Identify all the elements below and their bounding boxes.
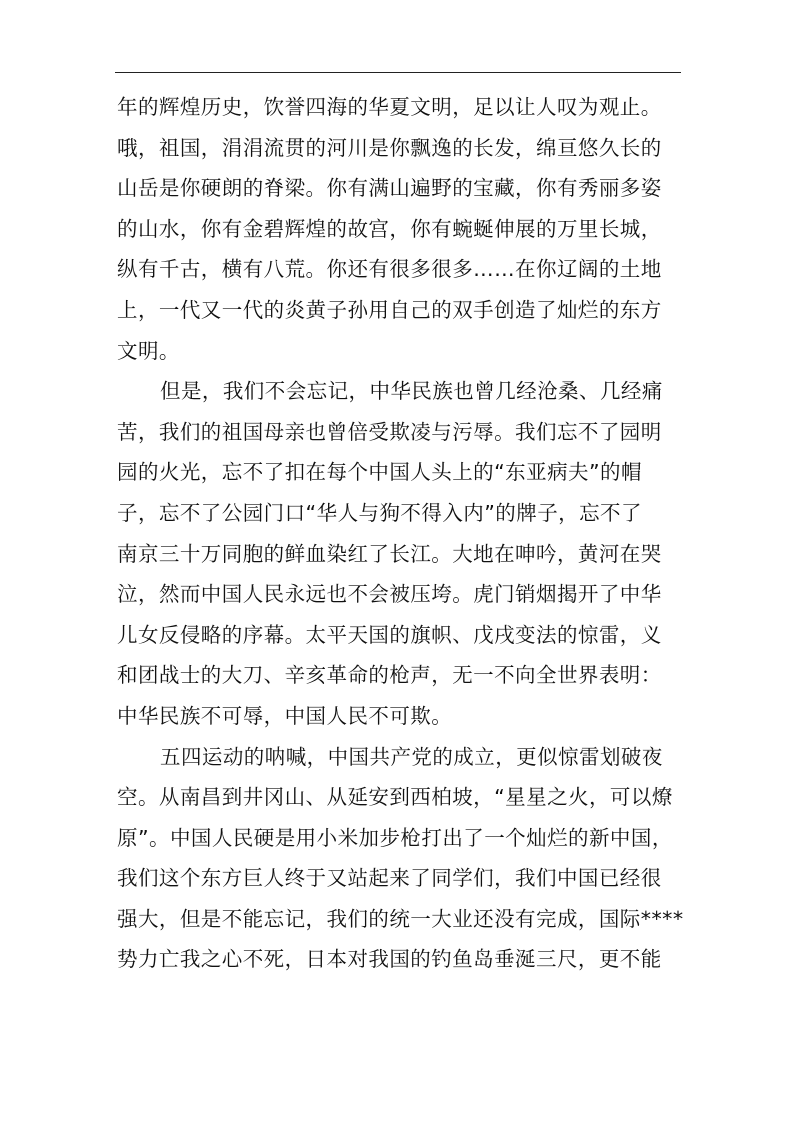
text-line: 苦，我们的祖国母亲也曾倍受欺凌与污辱。我们忘不了园明 [117, 419, 662, 444]
text-line: 上，一代又一代的炎黄子孙用自己的双手创造了灿烂的东方 [117, 297, 662, 322]
paragraph-start-line: 五四运动的呐喊，中国共产党的成立，更似惊雷划破夜 [160, 744, 663, 769]
text-line: 和团战士的大刀、辛亥革命的枪声，无一不向全世界表明： [117, 663, 662, 688]
text-line: 文明。 [117, 338, 180, 363]
text-line: 中华民族不可辱，中国人民不可欺。 [117, 703, 453, 728]
text-line: 南京三十万同胞的鲜血染红了长江。大地在呻吟，黄河在哭 [117, 541, 662, 566]
text-line: 的山水，你有金碧辉煌的故宫，你有蜿蜒伸展的万里长城， [117, 216, 662, 241]
text-line: 势力亡我之心不死，日本对我国的钓鱼岛垂涎三尺，更不能 [117, 947, 662, 972]
text-line: 园的火光，忘不了扣在每个中国人头上的“东亚病夫”的帽 [117, 460, 642, 485]
text-line: 子，忘不了公园门口“华人与狗不得入内”的牌子，忘不了 [117, 500, 642, 525]
text-line: 哦，祖国，涓涓流贯的河川是你飘逸的长发，绵亘悠久长的 [117, 135, 662, 160]
text-line: 儿女反侵略的序幕。太平天国的旗帜、戊戌变法的惊雷，义 [117, 622, 662, 647]
header-rule [115, 72, 681, 73]
text-line: 纵有千古，横有八荒。你还有很多很多……在你辽阔的土地 [117, 257, 662, 282]
text-line: 山岳是你硬朗的脊梁。你有满山遍野的宝藏，你有秀丽多姿 [117, 176, 662, 201]
text-line: 泣，然而中国人民永远也不会被压垮。虎门销烟揭开了中华 [117, 582, 662, 607]
body-text [117, 87, 683, 980]
text-line: 强大，但是不能忘记，我们的统一大业还没有完成，国际**** [117, 906, 684, 931]
paragraph-start-line: 但是，我们不会忘记，中华民族也曾几经沧桑、几经痛 [160, 379, 663, 404]
text-line: 空。从南昌到井冈山、从延安到西柏坡，“星星之火，可以燎 [117, 785, 673, 810]
text-line: 年的辉煌历史，饮誉四海的华夏文明，足以让人叹为观止。 [117, 95, 662, 119]
text-line: 原”。中国人民硬是用小米加步枪打出了一个灿烂的新中国， [117, 825, 673, 850]
text-line: 我们这个东方巨人终于又站起来了同学们，我们中国已经很 [117, 866, 662, 891]
